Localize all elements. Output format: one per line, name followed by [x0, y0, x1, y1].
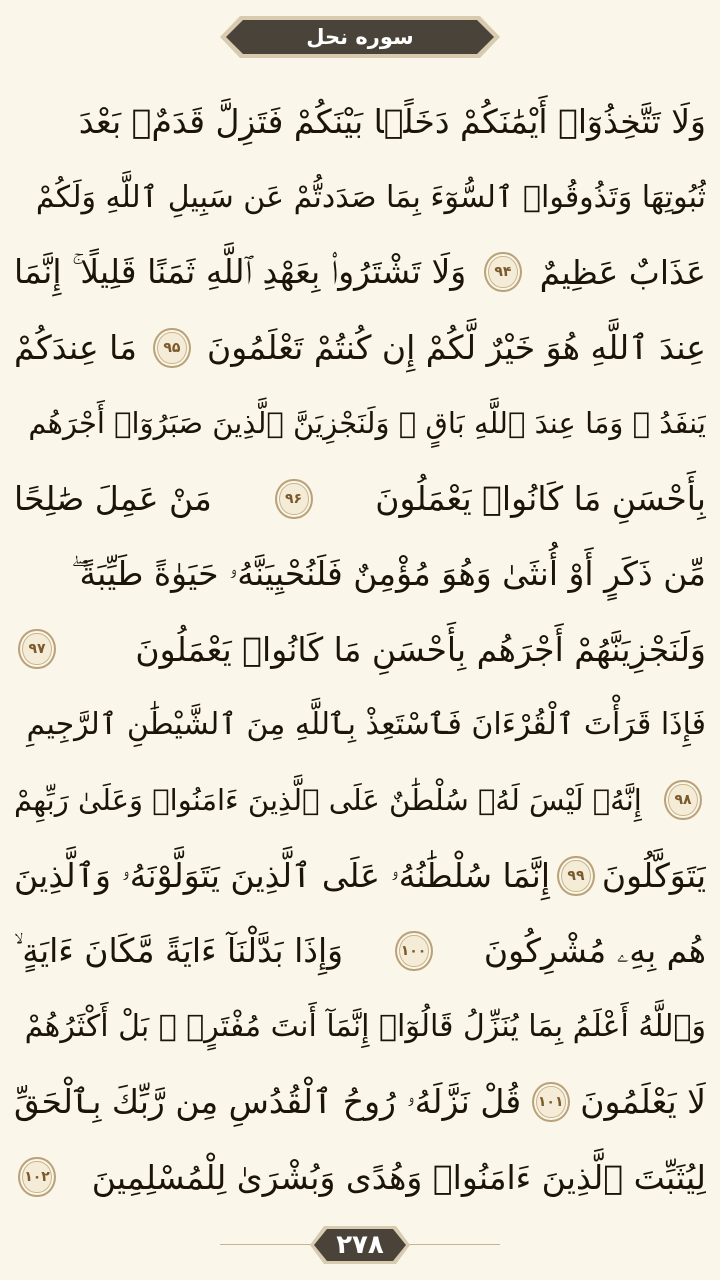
ayah-number-marker[interactable]: ۱۰۰ [395, 931, 433, 971]
verse-text: عَذَابٌ عَظِيمٌ [539, 252, 706, 292]
ayah-number-marker[interactable]: ۱۰۱ [532, 1082, 570, 1122]
ayah-number-marker[interactable]: ۹۸ [664, 780, 702, 820]
verse-text: مَنْ عَمِلَ صَٰلِحًا [14, 479, 212, 519]
verse-text: يَنفَدُ ۖ وَمَا عِندَ ٱللَّهِ بَاقٍ ۗ وَلَنَجْزِيَنَّ ٱلَّذِينَ صَبَرُوٓا۟ أَجْرَهُم [28, 406, 706, 441]
ayah-number-marker[interactable]: ۹۶ [275, 479, 313, 519]
verse-text: هُم بِهِۦ مُشْرِكُونَ [483, 930, 706, 970]
verse-text: مَا عِندَكُمْ [14, 328, 137, 368]
text-line [14, 310, 706, 385]
text-line [14, 1139, 706, 1214]
text-line [14, 838, 706, 913]
text-line [14, 159, 706, 234]
verse-text: إِنَّمَا سُلْطَٰنُهُۥ عَلَى ٱلَّذِينَ يَتَوَلَّوْنَهُۥ وَٱلَّذِينَ [14, 855, 551, 895]
ayah-number-marker[interactable]: ۹۴ [484, 252, 522, 292]
page-number-badge [308, 1224, 412, 1266]
verse-text: وَإِذَا بَدَّلْنَآ ءَايَةً مَّكَانَ ءَايَةٍ ۙ [14, 930, 344, 970]
verse-text: وَلَا تَتَّخِذُوٓا۟ أَيْمَٰنَكُمْ دَخَلًۢا بَيْنَكُمْ فَتَزِلَّ قَدَمٌۢ بَعْدَ [78, 102, 706, 142]
text-line [14, 612, 706, 687]
text-line [14, 913, 706, 988]
verse-text: إِنَّهُۥ لَيْسَ لَهُۥ سُلْطَٰنٌ عَلَى ٱلَّذِينَ ءَامَنُوا۟ وَعَلَىٰ رَبِّهِمْ [14, 783, 642, 818]
verse-text: وَلَا تَشْتَرُوا۟ بِعَهْدِ ٱللَّهِ ثَمَنًا قَلِيلًا ۚ إِنَّمَا [14, 252, 467, 292]
verse-text: ثُبُوتِهَا وَتَذُوقُوا۟ ٱلسُّوٓءَ بِمَا صَدَدتُّمْ عَن سَبِيلِ ٱللَّهِ وَلَكُمْ [35, 179, 706, 215]
text-line [14, 386, 706, 461]
verse-text: يَتَوَكَّلُونَ [601, 856, 706, 896]
verse-text: مِّن ذَكَرٍ أَوْ أُنثَىٰ وَهُوَ مُؤْمِنٌ فَلَنُحْيِيَنَّهُۥ حَيَوٰةً طَيِّبَةً ۖ [71, 554, 706, 594]
verse-text: لِيُثَبِّتَ ٱلَّذِينَ ءَامَنُوا۟ وَهُدًى وَبُشْرَىٰ لِلْمُسْلِمِينَ [91, 1157, 706, 1197]
text-line [14, 1064, 706, 1139]
text-line [14, 536, 706, 611]
page-footer [0, 1222, 720, 1268]
ayah-number-marker[interactable]: ۹۷ [18, 629, 56, 669]
ayah-number-marker[interactable]: ۹۵ [153, 328, 191, 368]
text-line [14, 687, 706, 762]
footer-divider-right [400, 1244, 500, 1245]
ayah-number-marker[interactable]: ۱۰۲ [18, 1157, 56, 1197]
ayah-number-marker[interactable]: ۹۹ [557, 856, 595, 896]
surah-title: سوره نحل [306, 25, 414, 49]
verse-text: قُلْ نَزَّلَهُۥ رُوحُ ٱلْقُدُسِ مِن رَّبِّكَ بِٱلْحَقِّ [14, 1081, 522, 1121]
verse-text: وَٱللَّهُ أَعْلَمُ بِمَا يُنَزِّلُ قَالُوٓا۟ إِنَّمَآ أَنتَ مُفْتَرٍۭ ۚ بَلْ أَكْثَرُهُمْ [24, 1008, 706, 1044]
verse-text: وَلَنَجْزِيَنَّهُمْ أَجْرَهُم بِأَحْسَنِ مَا كَانُوا۟ يَعْمَلُونَ [135, 629, 706, 669]
page-number: ۲۷۸ [336, 1230, 384, 1260]
surah-header-banner [218, 14, 502, 60]
text-line [14, 235, 706, 310]
verse-text: فَإِذَا قَرَأْتَ ٱلْقُرْءَانَ فَٱسْتَعِذْ بِٱللَّهِ مِنَ ٱلشَّيْطَٰنِ ٱلرَّجِيمِ [26, 707, 706, 743]
quran-text-block [14, 84, 706, 1215]
text-line [14, 763, 706, 838]
verse-text: لَا يَعْلَمُونَ [580, 1082, 706, 1122]
text-line [14, 989, 706, 1064]
text-line [14, 461, 706, 536]
verse-text: عِندَ ٱللَّهِ هُوَ خَيْرٌ لَّكُمْ إِن كُنتُمْ تَعْلَمُونَ [206, 328, 706, 368]
verse-text: بِأَحْسَنِ مَا كَانُوا۟ يَعْمَلُونَ [375, 479, 706, 519]
footer-divider-left [220, 1244, 320, 1245]
text-line [14, 84, 706, 159]
